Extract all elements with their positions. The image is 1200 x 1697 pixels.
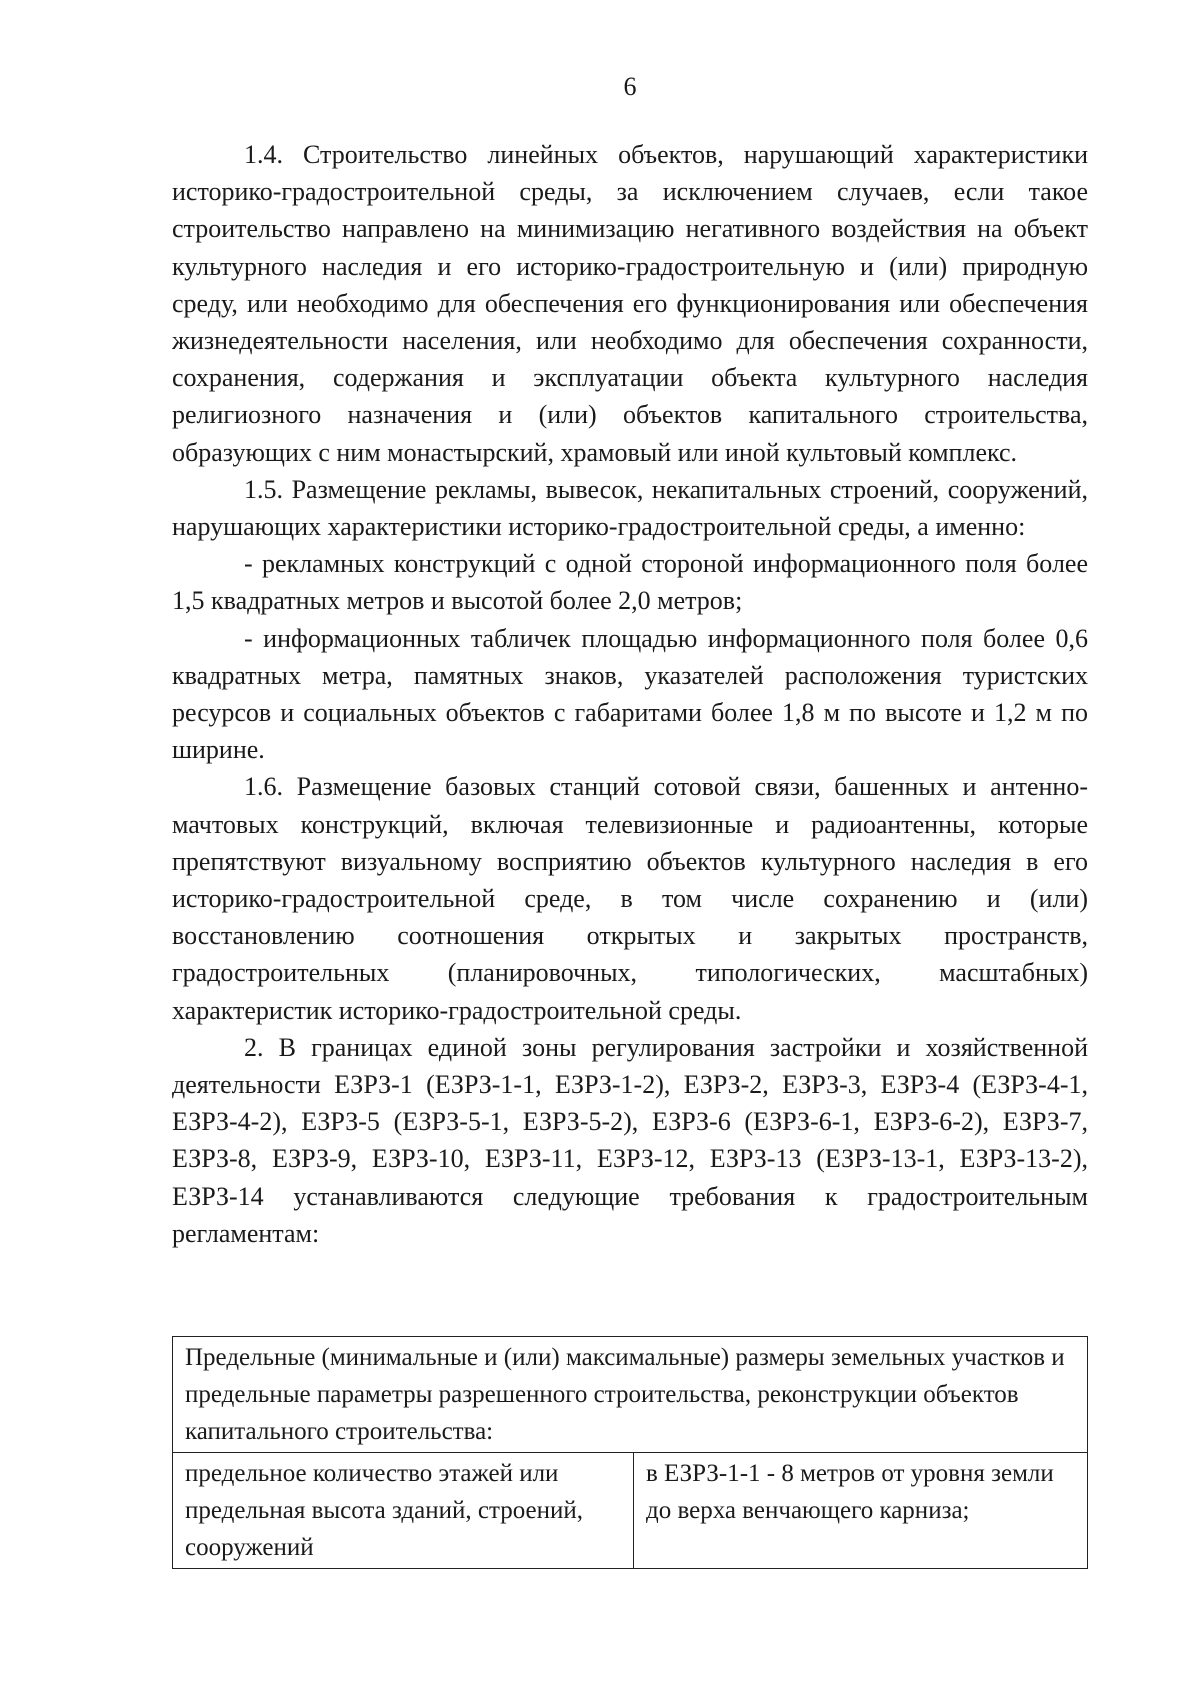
table-row bbox=[173, 1453, 1088, 1569]
table-cell-parameter: предельное количество этажей или предельная высота зданий, строений, сооружений bbox=[173, 1453, 634, 1569]
table-header-row bbox=[173, 1337, 1088, 1453]
paragraph-1-6: 1.6. Размещение базовых станций сотовой связи, башенных и антенно-мачтовых конструкций, включая телевизионные и радиоантенны, которые препятствуют визуальному восприятию объектов культурного наследия в его историко-градостроительной среде, в том числе сохранению и (или) восстановлению соотношения открытых и закрытых пространств, градостроительных (планировочных, типологических, масштабных) характеристик историко-градостроительной среды. bbox=[172, 772, 1088, 1025]
paragraph-1-5: 1.5. Размещение рекламы, вывесок, некапитальных строений, сооружений, нарушающих характеристики историко-градостроительной среды, а именно: bbox=[172, 474, 1088, 542]
table-header-cell: Предельные (минимальные и (или) максимальные) размеры земельных участков и предельные параметры разрешенного строительства, реконструкции объектов капитального строительства: bbox=[173, 1337, 1088, 1453]
paragraph-2: 2. В границах единой зоны регулирования застройки и хозяйственной деятельности ЕЗРЗ-1 (ЕЗРЗ-1-1, ЕЗРЗ-1-2), ЕЗРЗ-2, ЕЗРЗ-3, ЕЗРЗ-4 (ЕЗРЗ-4-1, ЕЗРЗ-4-2), ЕЗРЗ-5 (ЕЗРЗ-5-1, ЕЗРЗ-5-2), ЕЗРЗ-6 (ЕЗРЗ-6-1, ЕЗРЗ-6-2), ЕЗРЗ-7, ЕЗРЗ-8, ЕЗРЗ-9, ЕЗРЗ-10, ЕЗРЗ-11, ЕЗРЗ-12, ЕЗРЗ-13 (ЕЗРЗ-13-1, ЕЗРЗ-13-2), ЕЗРЗ-14 устанавливаются следующие требования к градостроительным регламентам: bbox=[172, 1032, 1088, 1248]
table-cell-value: в ЕЗРЗ-1-1 - 8 метров от уровня земли до верха венчающего карниза; bbox=[634, 1453, 1088, 1569]
list-item-information-plates: - информационных табличек площадью информационного поля более 0,6 квадратных метра, памятных знаков, указателей расположения туристских ресурсов и социальных объектов с габаритами более 1,8 м по высоте и 1,2 м по ширине. bbox=[172, 623, 1088, 765]
paragraph-1-4: 1.4. Строительство линейных объектов, нарушающий характеристики историко-градостроительной среды, за исключением случаев, если такое строительство направлено на минимизацию негативного воздействия на объект культурного наследия и его историко-градостроительную и (или) природную среду, или необходимо для обеспечения его функционирования или обеспечения жизнедеятельности населения, или необходимо для обеспечения сохранности, сохранения, содержания и эксплуатации объекта культурного наследия религиозного назначения и (или) объектов капитального строительства, образующих с ним монастырский, храмовый или иной культовый комплекс. bbox=[172, 140, 1088, 467]
regulations-table bbox=[172, 1336, 1088, 1569]
list-item-advertising-structures: - рекламных конструкций с одной стороной информационного поля более 1,5 квадратных метров и высотой более 2,0 метров; bbox=[172, 549, 1088, 616]
page-number: 6 bbox=[623, 72, 637, 101]
document-body bbox=[172, 136, 1088, 1252]
